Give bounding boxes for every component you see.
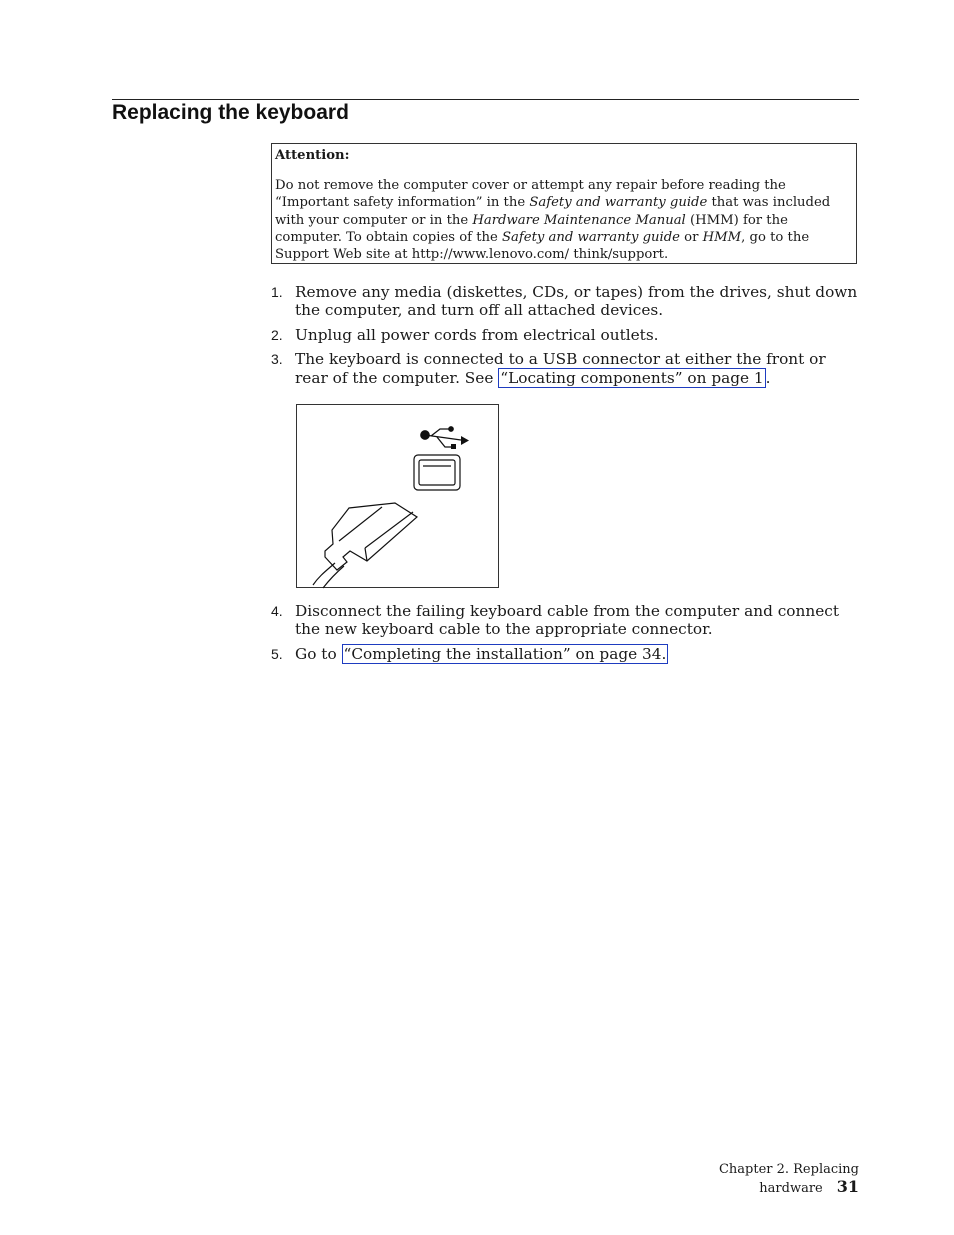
- step-5: [271, 645, 861, 663]
- attention-label: Attention:: [275, 148, 350, 163]
- step-text: Go to: [295, 644, 342, 663]
- step-number: 2.: [271, 326, 283, 343]
- procedure-steps: [271, 283, 861, 393]
- usb-port: [414, 455, 460, 490]
- step-text: The keyboard is connected to a USB connector at either the front or rear of the computer. See: [295, 350, 826, 387]
- page-footer: [640, 1162, 859, 1196]
- step-2: [271, 326, 861, 344]
- locating-components-link[interactable]: “Locating components” on page 1: [500, 368, 764, 387]
- step-4: [271, 602, 861, 639]
- usb-connector-drawing: [297, 405, 500, 589]
- attention-text: Do not remove the computer cover or attempt any repair before reading the “Important safety information” in the Safety and warranty guide that was included with your computer or in the Hardware Maintenance Manual (HMM) for the computer. To obtain copies of the Safety and warranty guide or HMM, go to the Support Web site at http://www.lenovo.com/ think/support.: [275, 178, 831, 263]
- step-number: 1.: [271, 284, 283, 300]
- step-number: 4.: [271, 603, 283, 619]
- attention-notice: [271, 143, 857, 264]
- page-number: 31: [836, 1177, 859, 1196]
- step-text: Remove any media (diskettes, CDs, or tapes) from the drives, shut down the computer, and turn off all attached devices.: [295, 283, 858, 320]
- section-title: Replacing the keyboard: [112, 101, 349, 124]
- step-number: 3.: [271, 351, 283, 368]
- procedure-steps-continued: [271, 602, 861, 669]
- step-1: [271, 283, 861, 320]
- step-text: Disconnect the failing keyboard cable from the computer and connect the new keyboard cable to the appropriate connector.: [295, 602, 839, 639]
- usb-plug: [313, 503, 417, 588]
- completing-installation-link[interactable]: “Completing the installation” on page 34.: [343, 644, 667, 663]
- step-3: 3. The keyboard is connected to a USB connector at either the front or rear of the computer. See “Locating components” on page 1 .: [271, 350, 826, 387]
- section-rule: [112, 99, 859, 100]
- step-text: Unplug all power cords from electrical outlets.: [295, 325, 659, 344]
- usb-symbol-icon: [421, 427, 469, 449]
- step-number: 5.: [271, 645, 283, 662]
- usb-connector-illustration: [296, 404, 499, 588]
- footer-chapter: Chapter 2. Replacing hardware: [718, 1162, 859, 1196]
